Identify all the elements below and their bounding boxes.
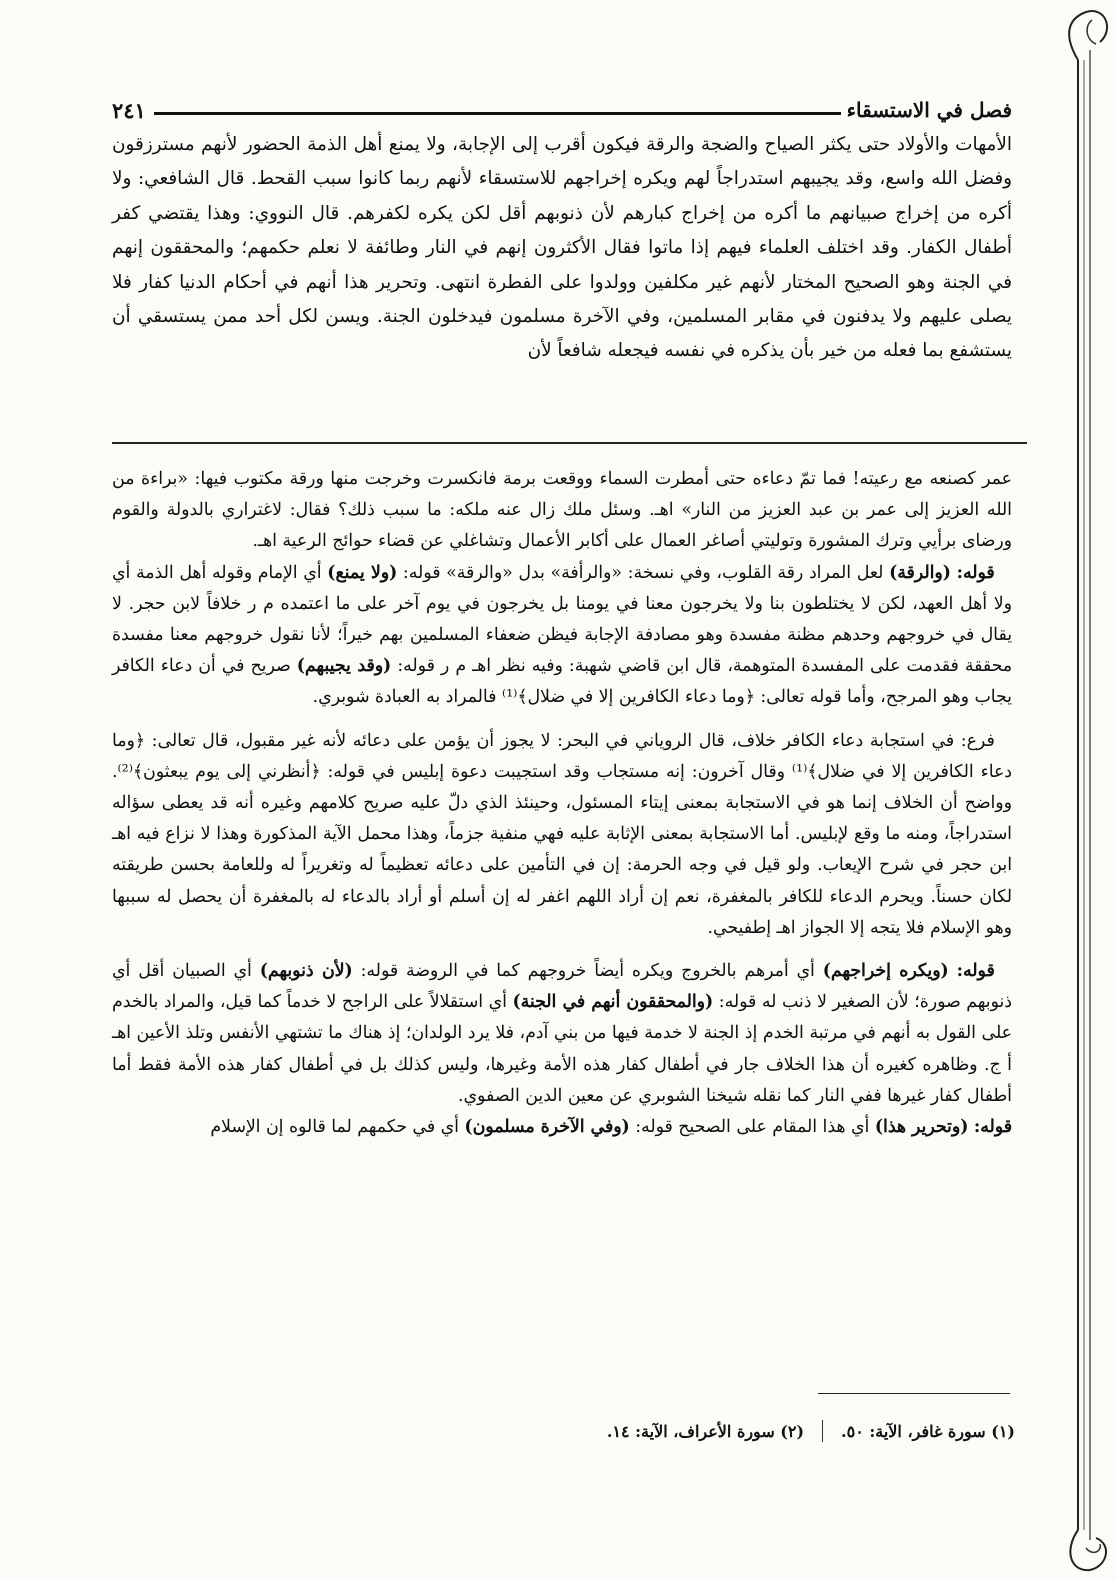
main-text xyxy=(112,128,1012,369)
commentary-paragraph-5 xyxy=(112,1112,1012,1143)
qawluhu-label: قوله: xyxy=(956,961,995,982)
commentary-text: أي الصبيان أقل أي ذنوبهم صورة؛ لأن الصغير لا ذنب له قوله: xyxy=(112,961,1012,1013)
commentary-text: صريح في أن دعاء الكافر يجاب وهو المرجح، وأما قوله تعالى: ﴿وما دعاء الكافرين إلا في ضلال﴾⁽¹⁾ فالمراد به العبادة شوبري. xyxy=(112,656,1012,708)
commentary-text: أي الإمام وقوله أهل الذمة أي ولا أهل العهد، لكن لا يختلطون بنا ولا يخرجون معنا في يومنا بل يخرجون في يوم آخر على ما اعتمده م ر خلافاً لابن حجر. لا يقال في خروجهم وحدهم مظنة مفسدة وهو مصادفة الإجابة فيظن ضعفاء المسلمين بهم خيراً؛ لأنا نقول خروجهم معنا مفسدة محققة فقدمت على المفسدة المتوهمة، قال ابن قاضي شهبة: وفيه نظر اهـ م ر قوله: xyxy=(112,562,1012,677)
quoted-phrase: (لأن ذنوبهم) xyxy=(259,961,353,982)
footnote-2: (٢) سورة الأعراف، الآية: ١٤. xyxy=(606,1421,805,1441)
commentary-text: أي في حكمهم لما قالوه إن الإسلام xyxy=(210,1117,459,1138)
main-paragraph: الأمهات والأولاد حتى يكثر الصياح والضجة والرقة فيكون أقرب إلى الإجابة، ولا يمنع أهل الذمة الحضور لأنهم مسترزقون وفضل الله واسع، وقد يجيبهم استدراجاً لهم ويكره إخراجهم للاستسقاء لأنهم ربما كانوا سبب القحط. قال الشافعي: ولا أكره من إخراج صبيانهم ما أكره من إخراج كبارهم لأن ذنوبهم أقل لكن يكره لكفرهم. قال النووي: وهذا يقتضي كفر أطفال الكفار. وقد اختلف العلماء فيهم إذا ماتوا فقال الأكثرون إنهم في النار وطائفة لا نعلم حكمهم؛ والمحققون إنهم في الجنة وهو الصحيح المختار لأنهم غير مكلفين وولدوا على الفطرة انتهى. وتحرير هذا أنهم في أحكام الدنيا كفار فلا يصلى عليهم ولا يدفنون في مقابر المسلمين، وفي الآخرة مسلمون فيدخلون الجنة. ويسن لكل أحد ممن يستسقي أن يستشفع بما فعله من خير بأن يذكره في نفسه فيجعله شافعاً لأن xyxy=(112,134,1012,362)
quoted-phrase: (وقد يجيبهم) xyxy=(296,656,392,677)
commentary-paragraph-4 xyxy=(112,956,1012,1112)
header-rule xyxy=(154,112,841,115)
running-header xyxy=(112,95,1012,125)
qawluhu-label: قوله: xyxy=(973,1117,1012,1138)
quoted-phrase: (والرقة) xyxy=(889,562,951,583)
page-number: ٢٤١ xyxy=(112,97,146,123)
footnote-1: (١) سورة غافر، الآية: ٥٠. xyxy=(841,1421,1015,1441)
quoted-phrase: (ويكره إخراجهم) xyxy=(822,961,949,982)
commentary xyxy=(112,464,1012,1143)
scroll-border-ornament xyxy=(1056,0,1116,1580)
quoted-phrase: (ولا يمنع) xyxy=(327,562,398,583)
footnotes xyxy=(520,1420,1015,1442)
commentary-paragraph-2 xyxy=(112,558,1012,714)
footnote-separator xyxy=(822,1420,823,1442)
commentary-text: فرع: في استجابة دعاء الكافر خلاف، قال الروياني في البحر: لا يجوز أن يؤمن على دعائه لأنه غير مقبول، قال تعالى: ﴿وما دعاء الكافرين إلا في ضلال﴾⁽¹⁾ وقال آخرون: إنه مستجاب وقد استجيبت دعوة إبليس في قوله: ﴿أنظرني إلى يوم يبعثون﴾⁽²⁾. وواضح أن الخلاف إنما هو في الاستجابة بمعنى إيتاء المسئول، وحينئذ الذي دلّ عليه صريح كلامهم وغيره أنه قد يعطى سؤاله استدراجاً، ومنه ما وقع لإبليس. أما الاستجابة بمعنى الإثابة عليه فهي منفية جزماً، وهذا محمل الآية المذكورة وهذا لا نزاع فيه اهـ ابن حجر في شرح الإيعاب. ولو قيل في وجه الحرمة: إن في التأمين على دعائه تعظيماً له وتغريراً له وللعامة بحسن طريقته لكان حسناً. ويحرم الدعاء للكافر بالمغفرة، نعم إن أراد اللهم اغفر له إن أسلم أو أراد بالدعاء له بالمغفرة أن يحصل له سببها وهو الإسلام فلا يتجه إلا الجواز اهـ إطفيحي. xyxy=(112,730,1012,938)
commentary-text: أي هذا المقام على الصحيح قوله: xyxy=(635,1117,870,1138)
chapter-title: فصل في الاستسقاء xyxy=(846,98,1012,122)
section-divider xyxy=(112,442,1027,444)
commentary-paragraph-3 xyxy=(112,726,1012,944)
commentary-text: لعل المراد رقة القلوب، وفي نسخة: «والرأفة» بدل «والرقة» قوله: xyxy=(402,562,884,583)
commentary-text: أي استقلالاً على الراجح لا خدماً كما قيل، والمراد بالخدم على القول به أنهم في مرتبة الخدم إذ الجنة لا خدمة فيها من بني آدم، فلا يرد الولدان؛ إذ هناك ما تشتهي الأنفس وتلذ الأعين اهـ أ ج. وظاهره كغيره أن هذا الخلاف جار في أطفال كفار هذه الأمة وغيرها، وليس كذلك بل في أطفال كفار هذه الأمة فقط أما أطفال كفار غيرها ففي النار كما نقله شيخنا الشوبري عن معين الدين الصفوي. xyxy=(112,992,1012,1106)
qawluhu-label: قوله: xyxy=(956,562,995,583)
footnote-divider xyxy=(818,1393,1010,1394)
quoted-phrase: (وفي الآخرة مسلمون) xyxy=(464,1117,630,1138)
commentary-text: أي أمرهم بالخروج ويكره أيضاً خروجهم كما في الروضة قوله: xyxy=(360,961,815,982)
quoted-phrase: (والمحققون أنهم في الجنة) xyxy=(512,992,714,1013)
commentary-paragraph-1: عمر كصنعه مع رعيته! فما تمّ دعاءه حتى أمطرت السماء ووقعت برمة فانكسرت وخرجت منها ورقة مكتوب فيها: «براءة من الله العزيز إلى عمر بن عبد العزيز من النار» اهـ. وسئل ملك زال عنه ملكه: ما سبب ذلك؟ فقال: لاغتراري بالدولة والقوم ورضاى برأيي وترك المشورة وتوليتي أصاغر العمال على أكابر الأعمال وتشاغلي عن قضاء حوائج الرعية اهـ. xyxy=(112,469,1012,552)
quoted-phrase: (وتحرير هذا) xyxy=(874,1117,969,1138)
